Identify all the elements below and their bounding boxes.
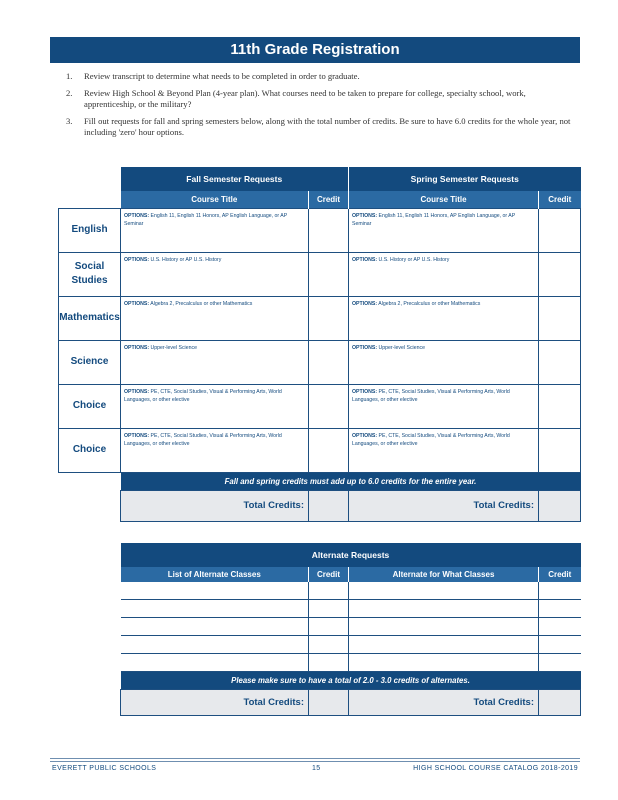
options-prefix: OPTIONS: [352, 300, 378, 307]
alt-class-field[interactable] [121, 582, 309, 600]
alt-credit-header-2: Credit [539, 567, 581, 582]
spring-options-text: Algebra 2, Precalculus or other Mathematics [378, 300, 481, 307]
spring-course-title-field[interactable] [349, 428, 539, 472]
spring-course-title-field[interactable] [349, 384, 539, 428]
alt-for-field[interactable] [349, 654, 539, 672]
spring-options-text: Upper-level Science [378, 344, 425, 351]
spring-options-text: PE, CTE, Social Studies, Visual & Performing Arts, World Languages, or other elective [352, 388, 510, 403]
subject-row [59, 208, 581, 252]
spring-course-title-field[interactable] [349, 252, 539, 296]
alt-list-header: List of Alternate Classes [121, 567, 309, 582]
alt-for-header: Alternate for What Classes [349, 567, 539, 582]
alt-for-credit-field[interactable] [539, 636, 581, 654]
fall-credit-field[interactable] [309, 428, 349, 472]
spring-credit-field[interactable] [539, 340, 581, 384]
instructions-list [66, 71, 576, 144]
subject-label: Science [59, 340, 121, 384]
alt-total-label-left: Total Credits: [121, 690, 309, 716]
alt-credit-field[interactable] [309, 636, 349, 654]
subject-label: Social Studies [59, 252, 121, 296]
spring-total-label: Total Credits: [349, 490, 539, 521]
spring-credit-field[interactable] [539, 428, 581, 472]
alt-class-field[interactable] [121, 600, 309, 618]
fall-options-text: PE, CTE, Social Studies, Visual & Performing Arts, World Languages, or other elective [124, 432, 282, 447]
spring-credit-header: Credit [539, 191, 581, 208]
spring-options-text: U.S. History or AP U.S. History [378, 256, 450, 263]
subject-row [59, 296, 581, 340]
alt-for-field[interactable] [349, 636, 539, 654]
options-prefix: OPTIONS: [352, 256, 378, 263]
options-prefix: OPTIONS: [124, 432, 150, 439]
spring-header: Spring Semester Requests [349, 167, 581, 191]
subject-label: Choice [59, 428, 121, 472]
alt-for-credit-field[interactable] [539, 600, 581, 618]
fall-options-text: U.S. History or AP U.S. History [150, 256, 222, 263]
subject-label: English [59, 208, 121, 252]
options-prefix: OPTIONS: [352, 212, 378, 219]
subject-row [59, 428, 581, 472]
spring-credit-field[interactable] [539, 208, 581, 252]
spring-total-credits[interactable] [539, 490, 581, 521]
fall-options-text: PE, CTE, Social Studies, Visual & Performing Arts, World Languages, or other elective [124, 388, 282, 403]
alt-credit-field[interactable] [309, 618, 349, 636]
options-prefix: OPTIONS: [124, 388, 150, 395]
fall-header: Fall Semester Requests [121, 167, 349, 191]
options-prefix: OPTIONS: [352, 344, 378, 351]
fall-credit-field[interactable] [309, 252, 349, 296]
subject-row [59, 384, 581, 428]
options-prefix: OPTIONS: [124, 300, 150, 307]
alternate-row [121, 582, 581, 600]
spring-credit-field[interactable] [539, 252, 581, 296]
spring-course-title-header: Course Title [349, 191, 539, 208]
instruction-item: 2. Review High School & Beyond Plan (4-year plan). What courses need to be taken to prepare for college, specialty school, work, apprenticeship, or the military? [66, 88, 526, 109]
instruction-item: 1. Review transcript to determine what needs to be completed in order to graduate. [66, 71, 360, 81]
options-prefix: OPTIONS: [124, 256, 150, 263]
fall-total-label: Total Credits: [121, 490, 309, 521]
fall-credit-field[interactable] [309, 208, 349, 252]
options-prefix: OPTIONS: [352, 388, 378, 395]
page-number: 15 [312, 765, 321, 772]
fall-course-title-field[interactable] [121, 428, 309, 472]
alt-total-label-right: Total Credits: [349, 690, 539, 716]
fall-course-title-header: Course Title [121, 191, 309, 208]
alt-credit-field[interactable] [309, 582, 349, 600]
alt-total-credits-left[interactable] [309, 690, 349, 716]
instruction-item: 3. Fill out requests for fall and spring semesters below, along with the total number of credits. Be sure to have 6.0 credits for the whole year, not including 'zero' hour options. [66, 116, 571, 137]
footer-divider [50, 758, 580, 759]
subject-label: Choice [59, 384, 121, 428]
fall-credit-field[interactable] [309, 384, 349, 428]
alt-credit-header: Credit [309, 567, 349, 582]
options-prefix: OPTIONS: [124, 212, 150, 219]
subject-row [59, 252, 581, 296]
fall-options-text: Algebra 2, Precalculus or other Mathematics [150, 300, 253, 307]
alternate-requests-table [120, 543, 581, 716]
fall-course-title-field[interactable] [121, 296, 309, 340]
footer-divider [50, 761, 580, 762]
fall-course-title-field[interactable] [121, 208, 309, 252]
alternate-row [121, 600, 581, 618]
alt-for-credit-field[interactable] [539, 654, 581, 672]
spring-course-title-field[interactable] [349, 340, 539, 384]
subject-row [59, 340, 581, 384]
alt-credit-field[interactable] [309, 600, 349, 618]
fall-options-text: Upper-level Science [150, 344, 197, 351]
alternate-row [121, 654, 581, 672]
spring-credit-field[interactable] [539, 384, 581, 428]
options-prefix: OPTIONS: [124, 344, 150, 351]
fall-credit-field[interactable] [309, 296, 349, 340]
alt-credit-field[interactable] [309, 654, 349, 672]
footer-right: HIGH SCHOOL COURSE CATALOG 2018-2019 [413, 765, 578, 772]
alt-class-field[interactable] [121, 636, 309, 654]
subject-label: Mathematics [59, 296, 121, 340]
alt-class-field[interactable] [121, 618, 309, 636]
fall-course-title-field[interactable] [121, 252, 309, 296]
spring-options-text: PE, CTE, Social Studies, Visual & Performing Arts, World Languages, or other elective [352, 432, 510, 447]
fall-total-credits[interactable] [309, 490, 349, 521]
fall-credit-header: Credit [309, 191, 349, 208]
options-prefix: OPTIONS: [352, 432, 378, 439]
alternate-note: Please make sure to have a total of 2.0 - 3.0 credits of alternates. [121, 672, 581, 690]
spring-options-text: English 11, English 11 Honors, AP English Language, or AP Seminar [352, 212, 516, 227]
alt-for-credit-field[interactable] [539, 618, 581, 636]
fall-course-title-field[interactable] [121, 384, 309, 428]
alt-class-field[interactable] [121, 654, 309, 672]
alt-for-field[interactable] [349, 600, 539, 618]
alt-for-field[interactable] [349, 618, 539, 636]
fall-credit-field[interactable] [309, 340, 349, 384]
page-title: 11th Grade Registration [50, 37, 580, 63]
alt-for-field[interactable] [349, 582, 539, 600]
alternate-header: Alternate Requests [121, 543, 581, 567]
footer-left: EVERETT PUBLIC SCHOOLS [52, 765, 157, 772]
alt-total-credits-right[interactable] [539, 690, 581, 716]
fall-course-title-field[interactable] [121, 340, 309, 384]
alternate-row [121, 636, 581, 654]
spring-credit-field[interactable] [539, 296, 581, 340]
semester-requests-table [58, 167, 581, 522]
alternate-row [121, 618, 581, 636]
credits-note: Fall and spring credits must add up to 6.0 credits for the entire year. [121, 472, 581, 490]
spring-course-title-field[interactable] [349, 208, 539, 252]
fall-options-text: English 11, English 11 Honors, AP English Language, or AP Seminar [124, 212, 288, 227]
spring-course-title-field[interactable] [349, 296, 539, 340]
alt-for-credit-field[interactable] [539, 582, 581, 600]
